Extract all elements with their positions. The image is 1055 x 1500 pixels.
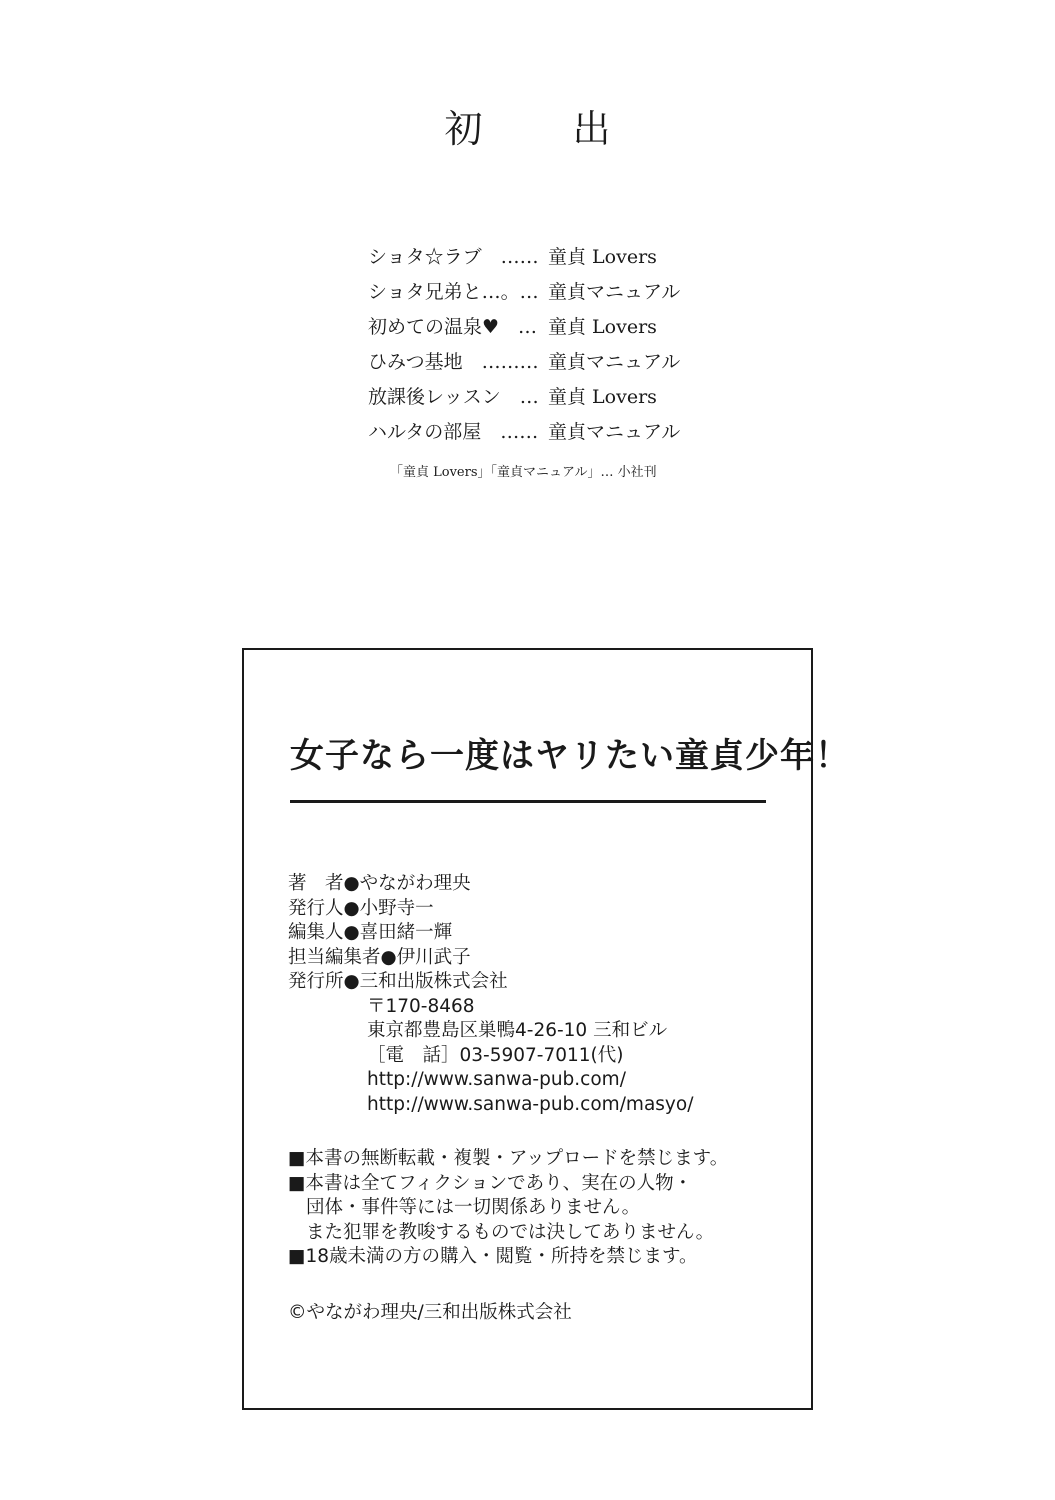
list-item [368, 345, 708, 380]
credit-editor [288, 921, 693, 946]
credit-managing-editor [288, 946, 693, 971]
story-title: ハルタの部屋 …… [368, 421, 539, 443]
list-item [368, 415, 708, 450]
magazine-name: 童貞 Lovers [548, 246, 657, 268]
magazine-name: 童貞マニュアル [548, 351, 681, 373]
credit-value: 小野寺一 [359, 897, 434, 919]
book-title: 女子なら一度はヤリたい童貞少年！ [290, 736, 850, 776]
phone-number: ［電 話］03-5907-7011(代) [367, 1044, 624, 1066]
story-title: ショタ兄弟と…。… [368, 281, 539, 303]
story-title: 放課後レッスン … [368, 386, 539, 408]
list-item [368, 275, 708, 310]
notice-line: 団体・事件等には一切関係ありません。 [306, 1197, 641, 1218]
magazine-name: 童貞 Lovers [548, 316, 657, 338]
publisher-note: 「童貞 Lovers」「童貞マニュアル」… 小社刊 [390, 465, 657, 480]
street-address: 東京都豊島区巣鴨4-26-10 三和ビル [367, 1020, 668, 1041]
list-item [368, 240, 708, 275]
story-title: ひみつ基地 ……… [368, 351, 539, 373]
credit-value: 喜田緒一輝 [359, 922, 453, 943]
notice-line: ■18歳未満の方の購入・閲覧・所持を禁じます。 [288, 1246, 698, 1267]
credits-block [288, 872, 693, 1117]
notice-line: また犯罪を教唆するものでは決してありません。 [306, 1221, 715, 1243]
credit-author [288, 872, 693, 897]
credit-value: 伊川武子 [396, 946, 471, 968]
website-url-masyo: http://www.sanwa-pub.com/masyo/ [367, 1093, 694, 1115]
list-item [368, 310, 708, 345]
credit-label: 編集人● [288, 922, 360, 943]
website-url: http://www.sanwa-pub.com/ [367, 1069, 626, 1090]
credit-value: 三和出版株式会社 [359, 971, 508, 992]
notice-line: ■本書は全てフィクションであり、実在の人物・ [288, 1172, 693, 1194]
first-appearance-heading: 初 出 [444, 107, 637, 151]
copyright-line: ©やながわ理央/三和出版株式会社 [288, 1302, 572, 1323]
postal-code: 〒170-8468 [367, 995, 475, 1017]
magazine-name: 童貞 Lovers [548, 386, 657, 408]
credit-publisher-person [288, 897, 693, 922]
magazine-name: 童貞マニュアル [548, 281, 681, 303]
story-title: 初めての温泉♥ … [368, 316, 538, 338]
list-item [368, 380, 708, 415]
credit-publishing-house [288, 970, 693, 995]
notices-block [288, 1147, 728, 1270]
notice-line: ■本書の無断転載・複製・アップロードを禁じます。 [288, 1148, 729, 1169]
credit-label: 著 者● [288, 873, 360, 894]
credit-label: 発行所● [288, 971, 360, 992]
magazine-name: 童貞マニュアル [548, 421, 681, 443]
credit-value: やながわ理央 [359, 873, 471, 894]
credit-label: 発行人● [288, 897, 360, 919]
first-appearance-list [368, 240, 708, 450]
story-title: ショタ☆ラブ …… [368, 246, 539, 268]
colophon-box [242, 648, 850, 1410]
credit-label: 担当編集者● [288, 946, 397, 968]
title-underline [290, 800, 766, 803]
